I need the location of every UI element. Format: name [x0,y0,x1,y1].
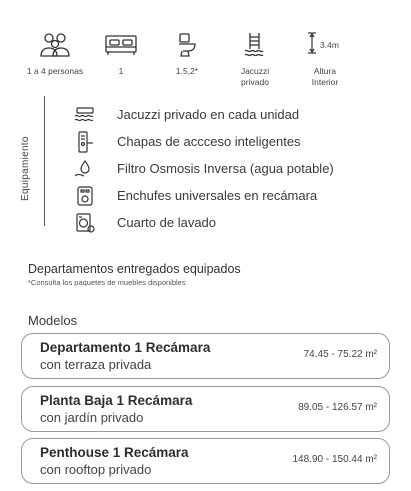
feature-guests [20,30,90,77]
height-arrow-icon [307,32,317,59]
smart-lock-icon [73,131,97,153]
toilet-icon [152,30,222,60]
feature-guests-label: 1 a 4 personas [26,66,84,76]
features-row [0,30,411,90]
model-area: 148.90 - 150.44 m² [292,454,377,465]
model-card-departamento[interactable] [21,333,390,379]
model-card-penthouse[interactable] [21,438,390,484]
delivered-section [28,262,241,287]
model-area: 89.05 - 126.57 m² [298,402,377,413]
feature-height [290,30,360,88]
delivered-title: Departamentos entregados equipados [28,262,241,276]
models-title: Modelos [28,313,78,328]
feature-bathrooms-label: 1.5,2* [175,66,199,76]
model-name: Penthouse 1 Recámara [40,445,189,460]
model-card-planta-baja[interactable] [21,386,390,432]
laundry-icon [73,212,97,234]
equipment-item: Enchufes universales en recámara [73,182,334,209]
equipment-item: Jacuzzi privado en cada unidad [73,101,334,128]
delivered-note: *Consulta los paquetes de muebles disponibles [28,278,186,287]
feature-bedrooms [86,30,156,77]
feature-jacuzzi [220,30,290,88]
people-group-icon [20,30,90,60]
jacuzzi-icon [220,30,290,60]
equipment-section [18,96,411,231]
model-subtitle: con rooftop privado [40,462,152,477]
feature-jacuzzi-label: Jacuzzi privado [240,66,270,87]
model-area: 74.45 - 75.22 m² [303,349,377,360]
feature-bathrooms [152,30,222,77]
bed-icon [86,30,156,60]
equipment-list [73,101,334,236]
model-name: Departamento 1 Recámara [40,340,211,355]
equipment-item: Chapas de accceso inteligentes [73,128,334,155]
model-subtitle: con terraza privada [40,357,152,372]
feature-bedrooms-label: 1 [118,66,124,76]
water-filter-icon [73,158,97,180]
height-value: 3.4m [320,40,339,50]
model-name: Planta Baja 1 Recámara [40,393,193,408]
equipment-label: Equipamiento [20,136,31,201]
usb-outlet-icon [73,185,97,207]
model-subtitle: con jardín privado [40,410,144,425]
equipment-divider [44,96,45,226]
equipment-item: Cuarto de lavado [73,209,334,236]
equipment-item: Filtro Osmosis Inversa (agua potable) [73,155,334,182]
jacuzzi-icon [73,104,97,126]
feature-height-label: Altura Interior [311,66,339,87]
